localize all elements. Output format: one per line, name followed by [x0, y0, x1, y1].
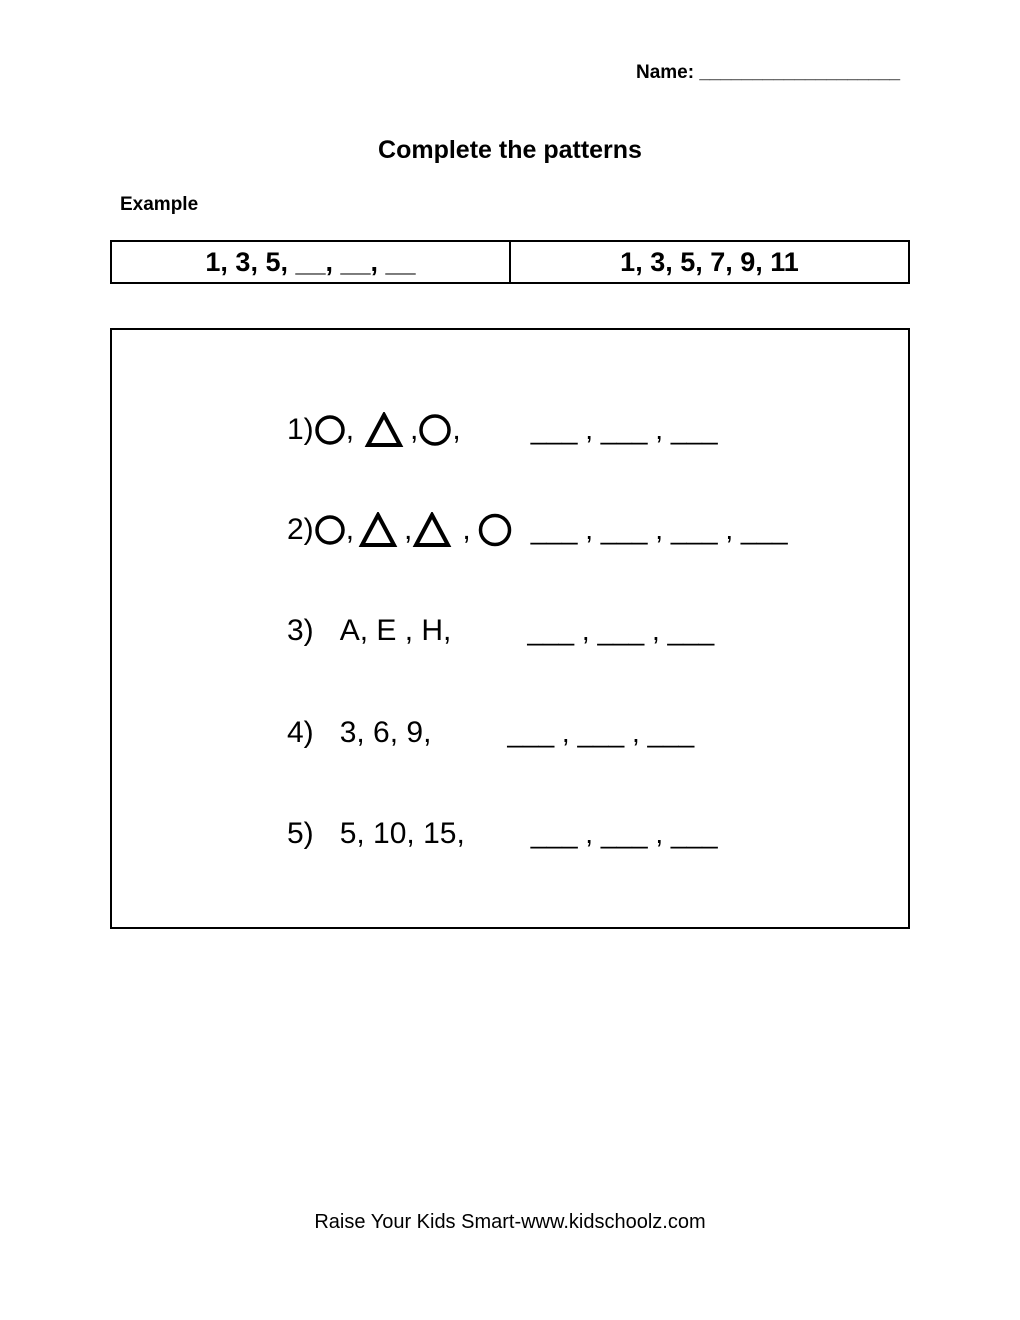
problem-number: 3) [287, 614, 314, 647]
triangle-icon [412, 512, 452, 548]
answer-blanks[interactable]: ___ , ___ , ___ [507, 717, 695, 748]
answer-blanks[interactable]: ___ , ___ , ___ , ___ [530, 514, 788, 545]
circle-icon [477, 512, 513, 548]
answer-blanks[interactable]: ___ , ___ , ___ [530, 414, 718, 445]
comma: , [345, 513, 355, 546]
answer-blanks[interactable]: ___ , ___ , ___ [527, 615, 715, 646]
problem-number: 2) [287, 513, 314, 546]
comma: , [462, 513, 471, 546]
pattern-sequence: 3, 6, 9, [339, 716, 432, 749]
problem-1 [287, 405, 718, 455]
triangle-icon [364, 412, 404, 448]
problem-number: 5) [287, 817, 314, 850]
example-label: Example [120, 194, 199, 215]
problem-number: 1) [287, 413, 314, 446]
circle-icon [314, 413, 346, 447]
footer-credit: Raise Your Kids Smart-www.kidschoolz.com [314, 1211, 706, 1233]
circle-icon [418, 413, 452, 447]
comma: , [452, 413, 461, 446]
example-question: 1, 3, 5, __, __, __ [205, 246, 416, 277]
problem-number: 4) [287, 716, 314, 749]
triangle-icon [358, 512, 398, 548]
problem-5 [287, 809, 718, 859]
problem-2 [287, 505, 788, 555]
pattern-sequence: A, E , H, [339, 614, 452, 647]
problems-box [110, 328, 910, 929]
comma: , [404, 513, 413, 546]
comma: , [345, 413, 355, 446]
page-title: Complete the patterns [378, 136, 642, 164]
example-table [110, 240, 910, 284]
circle-icon [314, 513, 346, 547]
example-answer: 1, 3, 5, 7, 9, 11 [509, 242, 908, 282]
answer-blanks[interactable]: ___ , ___ , ___ [530, 818, 718, 849]
name-field-label: Name: ___________________ [636, 62, 901, 83]
pattern-sequence: 5, 10, 15, [339, 817, 465, 850]
comma: , [410, 413, 419, 446]
problem-4 [287, 708, 694, 758]
problem-3 [287, 606, 714, 656]
